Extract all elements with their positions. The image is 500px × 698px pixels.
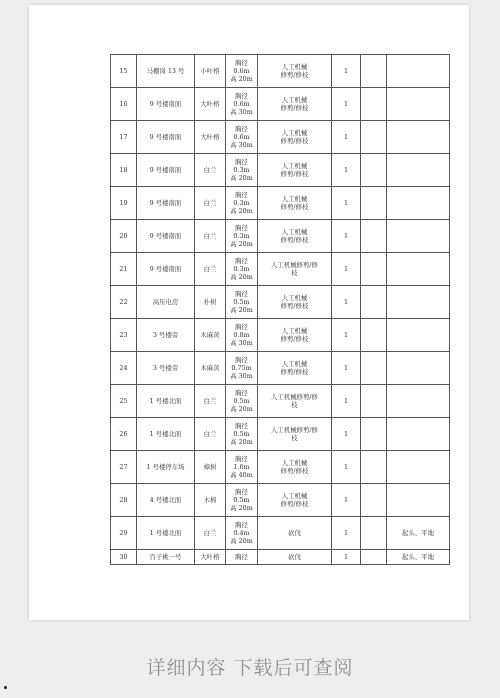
cell-qty: 1 xyxy=(332,517,361,550)
cell-no: 21 xyxy=(111,253,137,286)
cell-note: 起头、平地 xyxy=(387,517,450,550)
cell-location: 3 号楼旁 xyxy=(137,352,195,385)
cell-qty: 1 xyxy=(332,418,361,451)
cell-location: 马棚岗 13 号 xyxy=(137,55,195,88)
cell-no: 25 xyxy=(111,385,137,418)
cell-col7 xyxy=(361,154,387,187)
cell-col7 xyxy=(361,451,387,484)
cell-no: 27 xyxy=(111,451,137,484)
cell-species: 大叶榕 xyxy=(195,121,226,154)
cell-qty: 1 xyxy=(332,385,361,418)
cell-note xyxy=(387,451,450,484)
cell-location: 1 号楼北面 xyxy=(137,418,195,451)
cell-qty: 1 xyxy=(332,253,361,286)
cell-qty: 1 xyxy=(332,88,361,121)
cell-no: 26 xyxy=(111,418,137,451)
cell-col7 xyxy=(361,418,387,451)
cell-note xyxy=(387,385,450,418)
cell-method: 人工机械 修剪/修枝 xyxy=(258,220,332,253)
cell-no: 23 xyxy=(111,319,137,352)
cell-location: 1 号楼北面 xyxy=(137,517,195,550)
cell-size: 胸径 0.5m 高 20m xyxy=(226,286,258,319)
cell-method: 人工机械 修剪/修枝 xyxy=(258,484,332,517)
cell-size: 胸径 0.4m 高 20m xyxy=(226,517,258,550)
cell-species: 白兰 xyxy=(195,187,226,220)
cell-location: 1 号楼停车场 xyxy=(137,451,195,484)
cell-location: 9 号楼南面 xyxy=(137,154,195,187)
cell-location: 1 号楼北面 xyxy=(137,385,195,418)
cell-col7 xyxy=(361,187,387,220)
table-row xyxy=(111,55,450,88)
cell-qty: 1 xyxy=(332,154,361,187)
cell-note xyxy=(387,187,450,220)
cell-note xyxy=(387,352,450,385)
cell-location: 百子桃一号 xyxy=(137,550,195,565)
cell-species: 白兰 xyxy=(195,385,226,418)
cell-col7 xyxy=(361,550,387,565)
cell-method: 人工机械 修剪/修枝 xyxy=(258,154,332,187)
cell-qty: 1 xyxy=(332,451,361,484)
table-row xyxy=(111,385,450,418)
cell-species: 木棉 xyxy=(195,484,226,517)
cell-method: 砍伐 xyxy=(258,550,332,565)
cell-species: 木麻黄 xyxy=(195,352,226,385)
cell-size: 胸径 0.6m 高 20m xyxy=(226,55,258,88)
cell-col7 xyxy=(361,484,387,517)
table-row xyxy=(111,154,450,187)
cell-method: 人工机械修剪/修 枝 xyxy=(258,385,332,418)
cell-note xyxy=(387,121,450,154)
cell-size: 胸径 1.6m 高 40m xyxy=(226,451,258,484)
cell-note xyxy=(387,484,450,517)
cell-col7 xyxy=(361,517,387,550)
cell-location: 9 号楼南面 xyxy=(137,88,195,121)
cell-size: 胸径 0.8m 高 30m xyxy=(226,319,258,352)
cell-size: 胸径 0.6m 高 30m xyxy=(226,121,258,154)
cell-qty: 1 xyxy=(332,220,361,253)
table-row xyxy=(111,121,450,154)
cell-note: 起头、平地 xyxy=(387,550,450,565)
cell-species: 樟树 xyxy=(195,451,226,484)
cell-method: 人工机械 修剪/修枝 xyxy=(258,352,332,385)
cell-size: 胸径 0.5m 高 20m xyxy=(226,418,258,451)
cell-location: 9 号楼南面 xyxy=(137,220,195,253)
cell-species: 小叶榕 xyxy=(195,55,226,88)
cell-species: 大叶榕 xyxy=(195,88,226,121)
cell-note xyxy=(387,88,450,121)
cell-no: 16 xyxy=(111,88,137,121)
table-row xyxy=(111,517,450,550)
cell-species: 白兰 xyxy=(195,517,226,550)
cell-location: 9 号楼南面 xyxy=(137,253,195,286)
cell-size: 胸径 0.3m 高 20m xyxy=(226,154,258,187)
cell-note xyxy=(387,286,450,319)
document-page xyxy=(29,5,469,620)
cell-method: 人工机械 修剪/修枝 xyxy=(258,451,332,484)
cell-qty: 1 xyxy=(332,55,361,88)
table-row xyxy=(111,550,450,565)
cell-no: 30 xyxy=(111,550,137,565)
table-row xyxy=(111,451,450,484)
cell-no: 28 xyxy=(111,484,137,517)
cell-size: 胸径 0.6m 高 30m xyxy=(226,88,258,121)
cell-method: 人工机械 修剪/修枝 xyxy=(258,187,332,220)
cell-species: 白兰 xyxy=(195,418,226,451)
cell-method: 人工机械 修剪/修枝 xyxy=(258,319,332,352)
cell-no: 22 xyxy=(111,286,137,319)
cell-col7 xyxy=(361,253,387,286)
cell-no: 20 xyxy=(111,220,137,253)
cell-location: 高压电房 xyxy=(137,286,195,319)
cell-size: 胸径 0.3m 高 20m xyxy=(226,220,258,253)
cell-qty: 1 xyxy=(332,187,361,220)
cell-species: 白兰 xyxy=(195,253,226,286)
cell-method: 人工机械修剪/修 枝 xyxy=(258,253,332,286)
cell-location: 9 号楼南面 xyxy=(137,187,195,220)
cell-col7 xyxy=(361,220,387,253)
cell-size: 胸径 0.5m 高 20m xyxy=(226,385,258,418)
cell-method: 人工机械修剪/修 枝 xyxy=(258,418,332,451)
bullet-dot xyxy=(4,686,7,689)
table-row xyxy=(111,253,450,286)
cell-species: 木麻黄 xyxy=(195,319,226,352)
tree-pruning-table xyxy=(110,54,450,565)
cell-col7 xyxy=(361,286,387,319)
cell-qty: 1 xyxy=(332,484,361,517)
table-row xyxy=(111,418,450,451)
cell-col7 xyxy=(361,88,387,121)
cell-qty: 1 xyxy=(332,286,361,319)
table-row xyxy=(111,220,450,253)
cell-qty: 1 xyxy=(332,352,361,385)
cell-species: 朴树 xyxy=(195,286,226,319)
cell-note xyxy=(387,418,450,451)
cell-no: 19 xyxy=(111,187,137,220)
cell-location: 9 号楼南面 xyxy=(137,121,195,154)
cell-method: 人工机械 修剪/修枝 xyxy=(258,121,332,154)
cell-qty: 1 xyxy=(332,121,361,154)
cell-qty: 1 xyxy=(332,550,361,565)
cell-note xyxy=(387,55,450,88)
cell-note xyxy=(387,154,450,187)
cell-location: 4 号楼北面 xyxy=(137,484,195,517)
cell-location: 3 号楼旁 xyxy=(137,319,195,352)
cell-note xyxy=(387,319,450,352)
cell-no: 29 xyxy=(111,517,137,550)
cell-no: 24 xyxy=(111,352,137,385)
cell-size: 胸径 0.3m 高 20m xyxy=(226,187,258,220)
cell-no: 15 xyxy=(111,55,137,88)
table-row xyxy=(111,352,450,385)
cell-size: 胸径 0.75m 高 30m xyxy=(226,352,258,385)
cell-note xyxy=(387,253,450,286)
cell-species: 白兰 xyxy=(195,154,226,187)
table-row xyxy=(111,319,450,352)
cell-method: 砍伐 xyxy=(258,517,332,550)
table-row xyxy=(111,187,450,220)
cell-size: 胸径 xyxy=(226,550,258,565)
table-row xyxy=(111,88,450,121)
cell-size: 胸径 0.3m 高 20m xyxy=(226,253,258,286)
cell-qty: 1 xyxy=(332,319,361,352)
table-row xyxy=(111,484,450,517)
cell-species: 大叶榕 xyxy=(195,550,226,565)
cell-no: 17 xyxy=(111,121,137,154)
cell-no: 18 xyxy=(111,154,137,187)
cell-col7 xyxy=(361,385,387,418)
cell-col7 xyxy=(361,352,387,385)
cell-species: 白兰 xyxy=(195,220,226,253)
cell-col7 xyxy=(361,55,387,88)
cell-col7 xyxy=(361,319,387,352)
download-prompt[interactable]: 详细内容 下载后可查阅 xyxy=(146,657,354,679)
cell-method: 人工机械 修剪/修枝 xyxy=(258,286,332,319)
cell-col7 xyxy=(361,121,387,154)
cell-size: 胸径 0.5m 高 20m xyxy=(226,484,258,517)
cell-method: 人工机械 修剪/修枝 xyxy=(258,88,332,121)
cell-method: 人工机械 修剪/修枝 xyxy=(258,55,332,88)
cell-note xyxy=(387,220,450,253)
table-row xyxy=(111,286,450,319)
